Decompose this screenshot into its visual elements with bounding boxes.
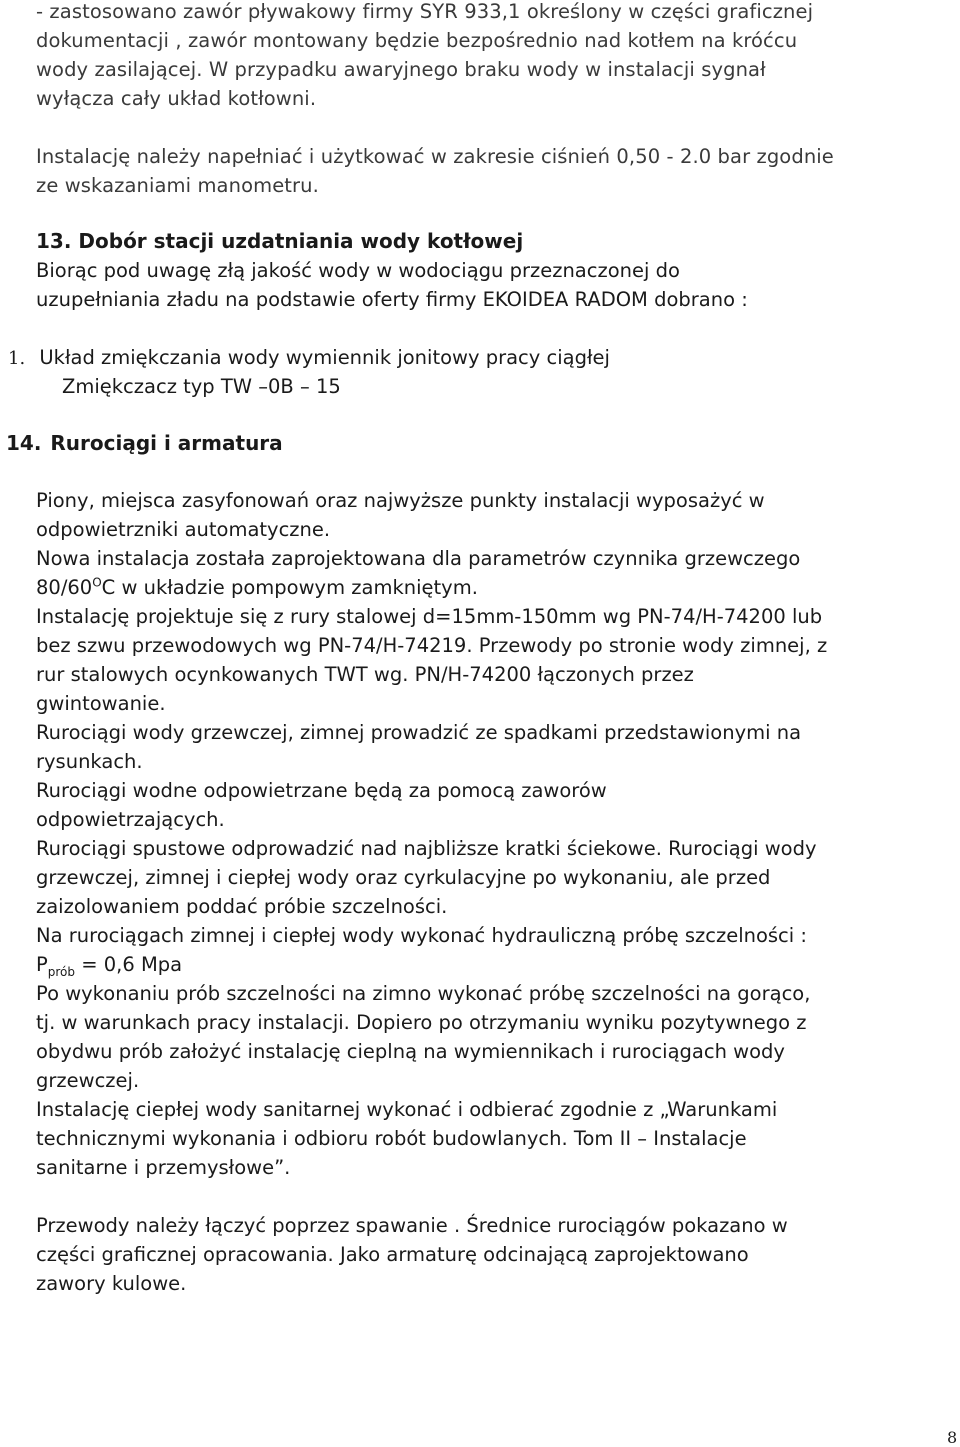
pressure-value: = 0,6 Mpa [75, 953, 183, 976]
section-title: Rurociągi i armatura [50, 431, 283, 455]
section-number: 14. [6, 431, 42, 455]
paragraph-line: gwintowanie. [36, 692, 166, 715]
section-number: 13. [36, 229, 72, 253]
paragraph-line: rysunkach. [36, 750, 143, 773]
paragraph-line [36, 950, 182, 979]
pressure-subscript: prób [47, 964, 76, 979]
paragraph-line: Przewody należy łączyć poprzez spawanie . Średnice rurociągów pokazano w [36, 1214, 788, 1237]
paragraph-line: Rurociągi spustowe odprowadzić nad najbliższe kratki ściekowe. Rurociągi wody [36, 837, 817, 860]
paragraph-line: odpowietrzających. [36, 808, 225, 831]
paragraph-line: wyłącza cały układ kotłowni. [36, 87, 317, 110]
paragraph-line: Po wykonaniu prób szczelności na zimno wykonać próbę szczelności na gorąco, [36, 982, 811, 1005]
paragraph-line: odpowietrzniki automatyczne. [36, 518, 331, 541]
paragraph-line: grzewczej. [36, 1069, 140, 1092]
list-item [8, 343, 610, 373]
paragraph-line: - zastosowano zawór pływakowy firmy SYR 933,1 określony w części graficznej [36, 0, 814, 23]
paragraph-line: Biorąc pod uwagę złą jakość wody w wodociągu przeznaczonej do [36, 259, 680, 282]
paragraph-line: Rurociągi wody grzewczej, zimnej prowadzić ze spadkami przedstawionymi na [36, 721, 802, 744]
pressure-note-line: Instalację należy napełniać i użytkować w zakresie ciśnień 0,50 - 2.0 bar zgodnie [36, 145, 834, 168]
section-title: Dobór stacji uzdatniania wody kotłowej [78, 229, 524, 253]
paragraph-line [36, 573, 478, 602]
paragraph-line: dokumentacji , zawór montowany będzie bezpośrednio nad kotłem na króćcu [36, 29, 798, 52]
paragraph-line: zawory kulowe. [36, 1272, 187, 1295]
paragraph-line: Instalację ciepłej wody sanitarnej wykonać i odbierać zgodnie z „Warunkami [36, 1098, 778, 1121]
paragraph-line: uzupełniania zładu na podstawie oferty firmy EKOIDEA RADOM dobrano : [36, 288, 748, 311]
paragraph-text: C w układzie pompowym zamkniętym. [101, 576, 478, 599]
paragraph-line: Na rurociągach zimnej i ciepłej wody wykonać hydrauliczną próbę szczelności : [36, 924, 807, 947]
degree-superscript: O [92, 575, 102, 590]
paragraph-line: bez szwu przewodowych wg PN-74/H-74219. Przewody po stronie wody zimnej, z [36, 634, 828, 657]
paragraph-line: tj. w warunkach pracy instalacji. Dopiero po otrzymaniu wyniku pozytywnego z [36, 1011, 807, 1034]
paragraph-line: rur stalowych ocynkowanych TWT wg. PN/H-74200 łączonych przez [36, 663, 694, 686]
list-item-subtext: Zmiękczacz typ TW –0B – 15 [62, 375, 341, 398]
paragraph-line: Nowa instalacja została zaprojektowana dla parametrów czynnika grzewczego [36, 547, 801, 570]
paragraph-line: grzewczej, zimnej i ciepłej wody oraz cyrkulacyjne po wykonaniu, ale przed [36, 866, 771, 889]
paragraph-line: obydwu prób założyć instalację cieplną na wymiennikach i rurociągach wody [36, 1040, 785, 1063]
paragraph-line: technicznymi wykonania i odbioru robót budowlanych. Tom II – Instalacje [36, 1127, 747, 1150]
page-number: 8 [947, 1428, 958, 1447]
section-13-heading [36, 227, 523, 256]
list-item-text: Układ zmiękczania wody wymiennik jonitowy pracy ciągłej [39, 346, 610, 369]
paragraph-line: zaizolowaniem poddać próbie szczelności. [36, 895, 448, 918]
section-14-heading [6, 429, 283, 458]
paragraph-line: części graficznej opracowania. Jako armaturę odcinającą zaprojektowano [36, 1243, 749, 1266]
list-item-number: 1. [8, 348, 26, 369]
pressure-note-line: ze wskazaniami manometru. [36, 174, 319, 197]
temperature-value: 80/60 [36, 576, 93, 599]
paragraph-line: Instalację projektuje się z rury stalowej d=15mm-150mm wg PN-74/H-74200 lub [36, 605, 823, 628]
paragraph-line: Rurociągi wodne odpowietrzane będą za pomocą zaworów [36, 779, 607, 802]
paragraph-line: Piony, miejsca zasyfonowań oraz najwyższe punkty instalacji wyposażyć w [36, 489, 765, 512]
pressure-symbol: P [36, 953, 48, 976]
paragraph-line: wody zasilającej. W przypadku awaryjnego braku wody w instalacji sygnał [36, 58, 766, 81]
paragraph-line: sanitarne i przemysłowe”. [36, 1156, 291, 1179]
